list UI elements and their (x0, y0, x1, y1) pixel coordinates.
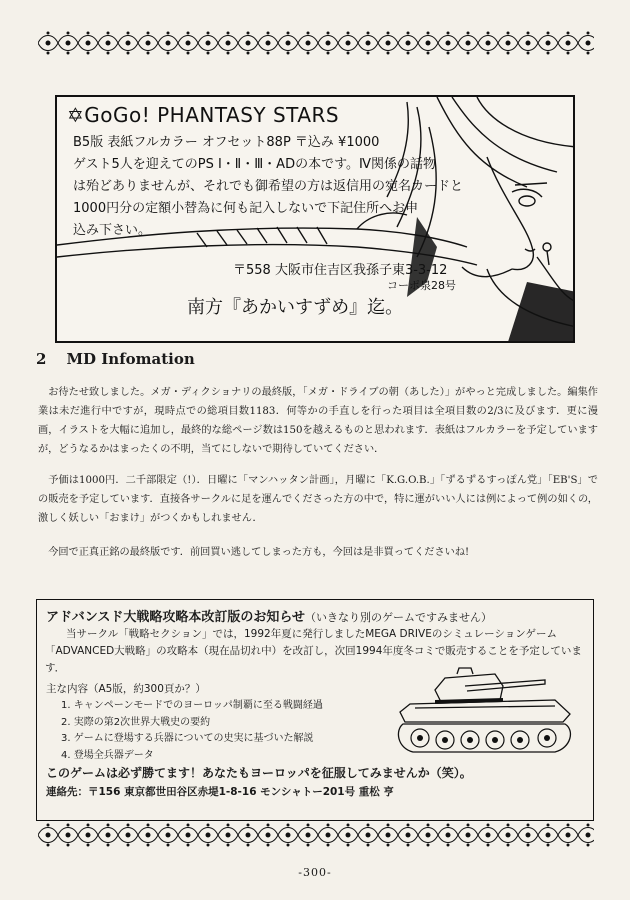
ornament-motif (278, 824, 298, 847)
ornament-motif (118, 32, 138, 55)
ornament-motif (518, 824, 538, 847)
ornament-motif (298, 32, 318, 55)
ornament-motif (58, 824, 78, 847)
tank-illustration (395, 664, 585, 764)
ornament-motif (558, 32, 578, 55)
ad-body-line: は殆どありませんが、それでも御希望の方は返信用の宛名カードと (73, 179, 464, 194)
ornament-motif (158, 32, 178, 55)
ad-address-building: コーポ泉28号 (387, 279, 456, 292)
ornament-motif (478, 32, 498, 55)
decorative-border-top (38, 30, 594, 56)
ornament-motif (378, 32, 398, 55)
page-number: -300- (298, 866, 332, 879)
ornament-motif (438, 824, 458, 847)
lace-ornament-icon (38, 30, 594, 56)
ornament-motif (218, 32, 238, 55)
ornament-motif (38, 824, 58, 847)
ornament-motif (258, 824, 278, 847)
ad-spec-line: B5版 表紙フルカラー オフセット88P 〒込み ¥1000 (73, 135, 380, 150)
ad-title: ✡GoGo! PHANTASY STARS (67, 103, 340, 127)
ornament-motif (318, 824, 338, 847)
notice-closing: このゲームは必ず勝てます！あなたもヨーロッパを征服してみませんか（笑）。 (46, 766, 472, 780)
ornament-motif (498, 32, 518, 55)
ornament-motif (198, 32, 218, 55)
ad-body-line: 1000円分の定額小替為に何も記入しないで下記住所へお申 (73, 201, 419, 216)
ornament-motif (258, 32, 278, 55)
body-paragraph: 今回で正真正銘の最終版です．前回買い逃してしまった方も，今回は是非買ってくださいね! (48, 547, 470, 558)
ornament-motif (138, 824, 158, 847)
ornament-motif (578, 824, 594, 847)
ornament-motif (358, 824, 378, 847)
ornament-motif (298, 824, 318, 847)
ornament-motif (558, 824, 578, 847)
ornament-motif (578, 32, 594, 55)
notice-contents-heading: 主な内容（A5版，約300頁か？） (46, 683, 206, 695)
ornament-motif (318, 32, 338, 55)
ad-body-line: 込み下さい。 (73, 223, 152, 238)
ornament-motif (418, 32, 438, 55)
ornament-motif (478, 824, 498, 847)
ornament-motif (278, 32, 298, 55)
ad-body-line: ゲスト5人を迎えてのPS Ⅰ・Ⅱ・Ⅲ・ADの本です。Ⅳ関係の話物 (73, 157, 437, 172)
phantasy-stars-ad (55, 95, 575, 343)
section-number: 2 (36, 350, 47, 368)
ad-address: 〒558 大阪市住吉区我孫子東3-3-12 (233, 263, 448, 278)
ornament-motif (418, 824, 438, 847)
ornament-motif (38, 32, 58, 55)
ornament-motif (538, 824, 558, 847)
ornament-motif (218, 824, 238, 847)
ornament-motif (398, 824, 418, 847)
ornament-motif (358, 32, 378, 55)
ornament-motif (238, 824, 258, 847)
list-item: 3. ゲームに登場する兵器についての史実に基づいた解説 (61, 733, 314, 744)
decorative-border-bottom (38, 822, 594, 848)
lace-ornament-icon (38, 822, 594, 848)
ornament-motif (98, 824, 118, 847)
section-heading (36, 350, 215, 368)
ornament-motif (198, 824, 218, 847)
ornament-motif (58, 32, 78, 55)
ornament-motif (138, 32, 158, 55)
notice-title-note: （いきなり別のゲームですみません） (304, 611, 492, 624)
notice-title: アドバンスド大戦略攻略本改訂版のお知らせ（いきなり別のゲームですみません） (46, 610, 492, 625)
ornament-motif (458, 824, 478, 847)
ad-circle-name: 南方『あかいすずめ』迄。 (187, 297, 404, 318)
ornament-motif (158, 824, 178, 847)
ornament-motif (538, 32, 558, 55)
ornament-motif (498, 824, 518, 847)
ornament-motif (438, 32, 458, 55)
section-title: MD Infomation (66, 350, 195, 368)
ornament-motif (118, 824, 138, 847)
notice-contents-list (61, 698, 323, 764)
ornament-motif (338, 824, 358, 847)
body-paragraph: 予価は1000円．二千部限定（!）．日曜に「マンハッタン計画」，月曜に「K.G.O.B.」「ずるずるすっぽん党」「EB'S」での販売を予定しています．直接各サークルに足を運んでくださった方の中で，特に運がいい人には例によって例の如くの，激しく妖しい「おまけ」がつくかもしれません． (38, 475, 598, 524)
ornament-motif (78, 824, 98, 847)
list-item: 4. 登場全兵器データ (61, 749, 154, 761)
list-item: 2. 実際の第2次世界大戦史の要約 (61, 716, 211, 728)
ornament-motif (78, 32, 98, 55)
notice-intro: 当サークル「戦略セクション」では，1992年夏に発行しましたMEGA DRIVEのシミュレーションゲーム「ADVANCED大戦略」の攻略本（現在品切れ中）を改訂し，次回1994年度冬コミで販売することを予定しています． (45, 628, 582, 674)
advanced-daisenryaku-notice (36, 599, 594, 821)
body-paragraph: お待たせ致しました。メガ・ディクショナリの最終版，「メガ・ドライブの朝（あした）」がやっと完成しました。編集作業は未だ進行中ですが，現時点での総項目数1183．何等かの手直しを行った項目は全項目数の2/3に及びます．更に漫画，イラストを大幅に追加し，最終的な総ページ数は150を越えるものと思われます．表紙はフルカラーを予定していますが，どうなるかはまったくの不明，当てにしないで期待していてください． (38, 387, 598, 455)
ornament-motif (518, 32, 538, 55)
ornament-motif (398, 32, 418, 55)
ornament-motif (378, 824, 398, 847)
ornament-motif (458, 32, 478, 55)
ornament-motif (178, 824, 198, 847)
ornament-motif (238, 32, 258, 55)
ornament-motif (98, 32, 118, 55)
ornament-motif (178, 32, 198, 55)
notice-contact: 連絡先：〒156 東京都世田谷区赤堤1-8-16 モンシャトー201号 重松 亨 (46, 786, 394, 798)
ornament-motif (338, 32, 358, 55)
list-item: 1. キャンペーンモードでのヨーロッパ制覇に至る戦闘経過 (61, 700, 323, 711)
